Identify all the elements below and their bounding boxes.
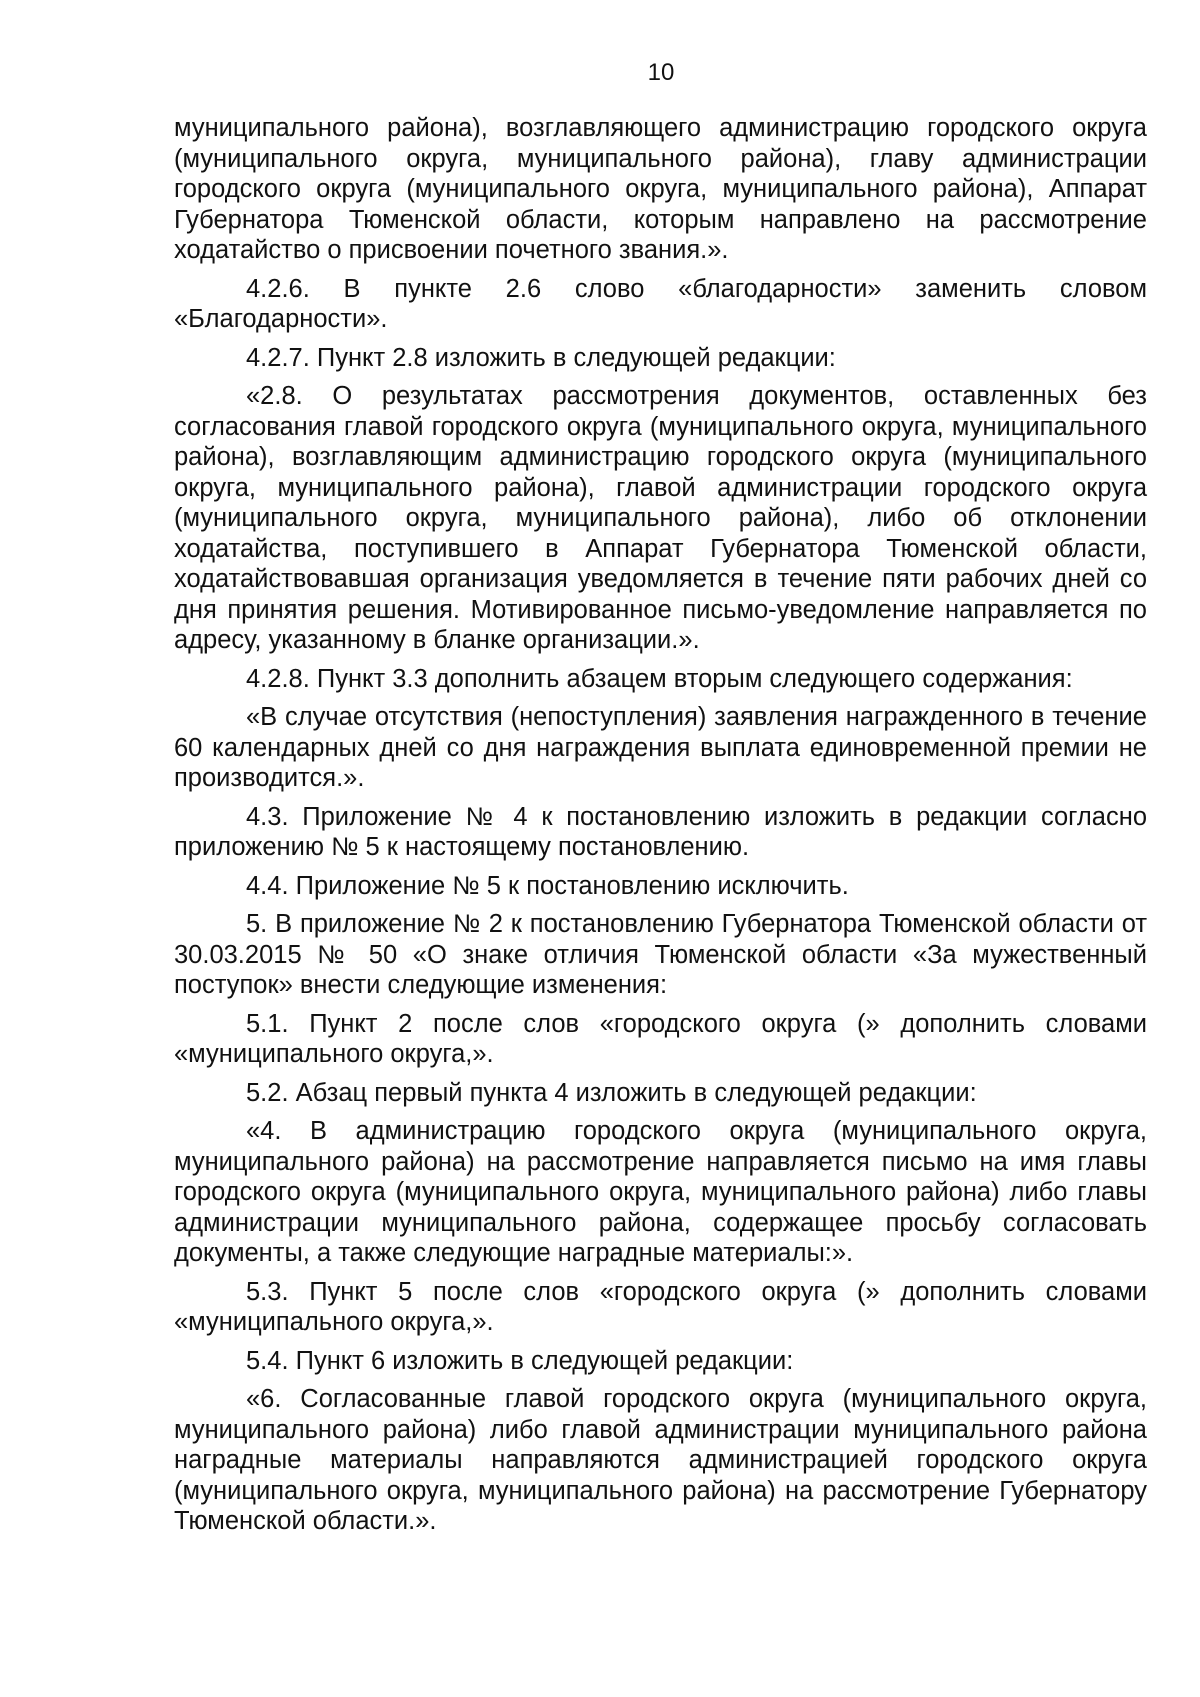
paragraph-5-4: 5.4. Пункт 6 изложить в следующей редакции: bbox=[246, 1346, 794, 1375]
paragraph-5-1: 5.1. Пункт 2 после слов «городского округа (» дополнить словами «муниципального округа,». bbox=[174, 1009, 1147, 1068]
paragraph-5-2: 5.2. Абзац первый пункта 4 изложить в следующей редакции: bbox=[246, 1078, 977, 1107]
paragraph-4-2-6: 4.2.6. В пункте 2.6 слово «благодарности» заменить словом «Благодарности». bbox=[174, 274, 1147, 333]
paragraph-quote-4: «4. В администрацию городского округа (муниципального округа, муниципального района) на рассмотрение направляется письмо на имя главы городского округа (муниципального округа, муниципального района) либо главы администрации муниципального района, содержащее просьбу согласовать документы, а также следующие наградные материалы:». bbox=[174, 1117, 1147, 1267]
paragraph-quote-2-8: «2.8. О результатах рассмотрения документов, оставленных без согласования главой городского округа (муниципального округа, муниципального района), возглавляющим администрацию городского округа (муниципального округа, муниципального района), главой администрации городского округа (муниципального округа, муниципального района), либо об отклонении ходатайства, поступившего в Аппарат Губернатора Тюменской области, ходатайствовавшая организация уведомляется в течение пяти рабочих дней со дня принятия решения. Мотивированное письмо-уведомление направляется по адресу, указанному в бланке организации.». bbox=[174, 382, 1147, 654]
document-body bbox=[174, 113, 1147, 1545]
paragraph-quote-6: «6. Согласованные главой городского округа (муниципального округа, муниципального района) либо главой администрации муниципального района наградные материалы направляются администрацией городского округа (муниципального округа, муниципального района) на рассмотрение Губернатору Тюменской области.». bbox=[174, 1385, 1147, 1535]
paragraph-4-3: 4.3. Приложение № 4 к постановлению изложить в редакции согласно приложению № 5 к настоящему постановлению. bbox=[174, 802, 1147, 861]
paragraph-4-4: 4.4. Приложение № 5 к постановлению исключить. bbox=[246, 871, 849, 900]
page-number: 10 bbox=[647, 59, 675, 86]
paragraph-continuation: муниципального района), возглавляющего администрацию городского округа (муниципального округа, муниципального района), главу администрации городского округа (муниципального округа, муниципального района), Аппарат Губернатора Тюменской области, которым направлено на рассмотрение ходатайство о присвоении почетного звания.». bbox=[174, 114, 1147, 264]
paragraph-4-2-8: 4.2.8. Пункт 3.3 дополнить абзацем вторым следующего содержания: bbox=[246, 664, 1073, 693]
paragraph-4-2-7: 4.2.7. Пункт 2.8 изложить в следующей редакции: bbox=[246, 343, 836, 372]
paragraph-5-3: 5.3. Пункт 5 после слов «городского округа (» дополнить словами «муниципального округа,». bbox=[174, 1277, 1147, 1336]
paragraph-quote-3-3: «В случае отсутствия (непоступления) заявления награжденного в течение 60 календарных дней со дня награждения выплата единовременной премии не производится.». bbox=[174, 703, 1147, 792]
paragraph-5: 5. В приложение № 2 к постановлению Губернатора Тюменской области от 30.03.2015 № 50 «О знаке отличия Тюменской области «За мужественный поступок» внести следующие изменения: bbox=[174, 910, 1147, 999]
